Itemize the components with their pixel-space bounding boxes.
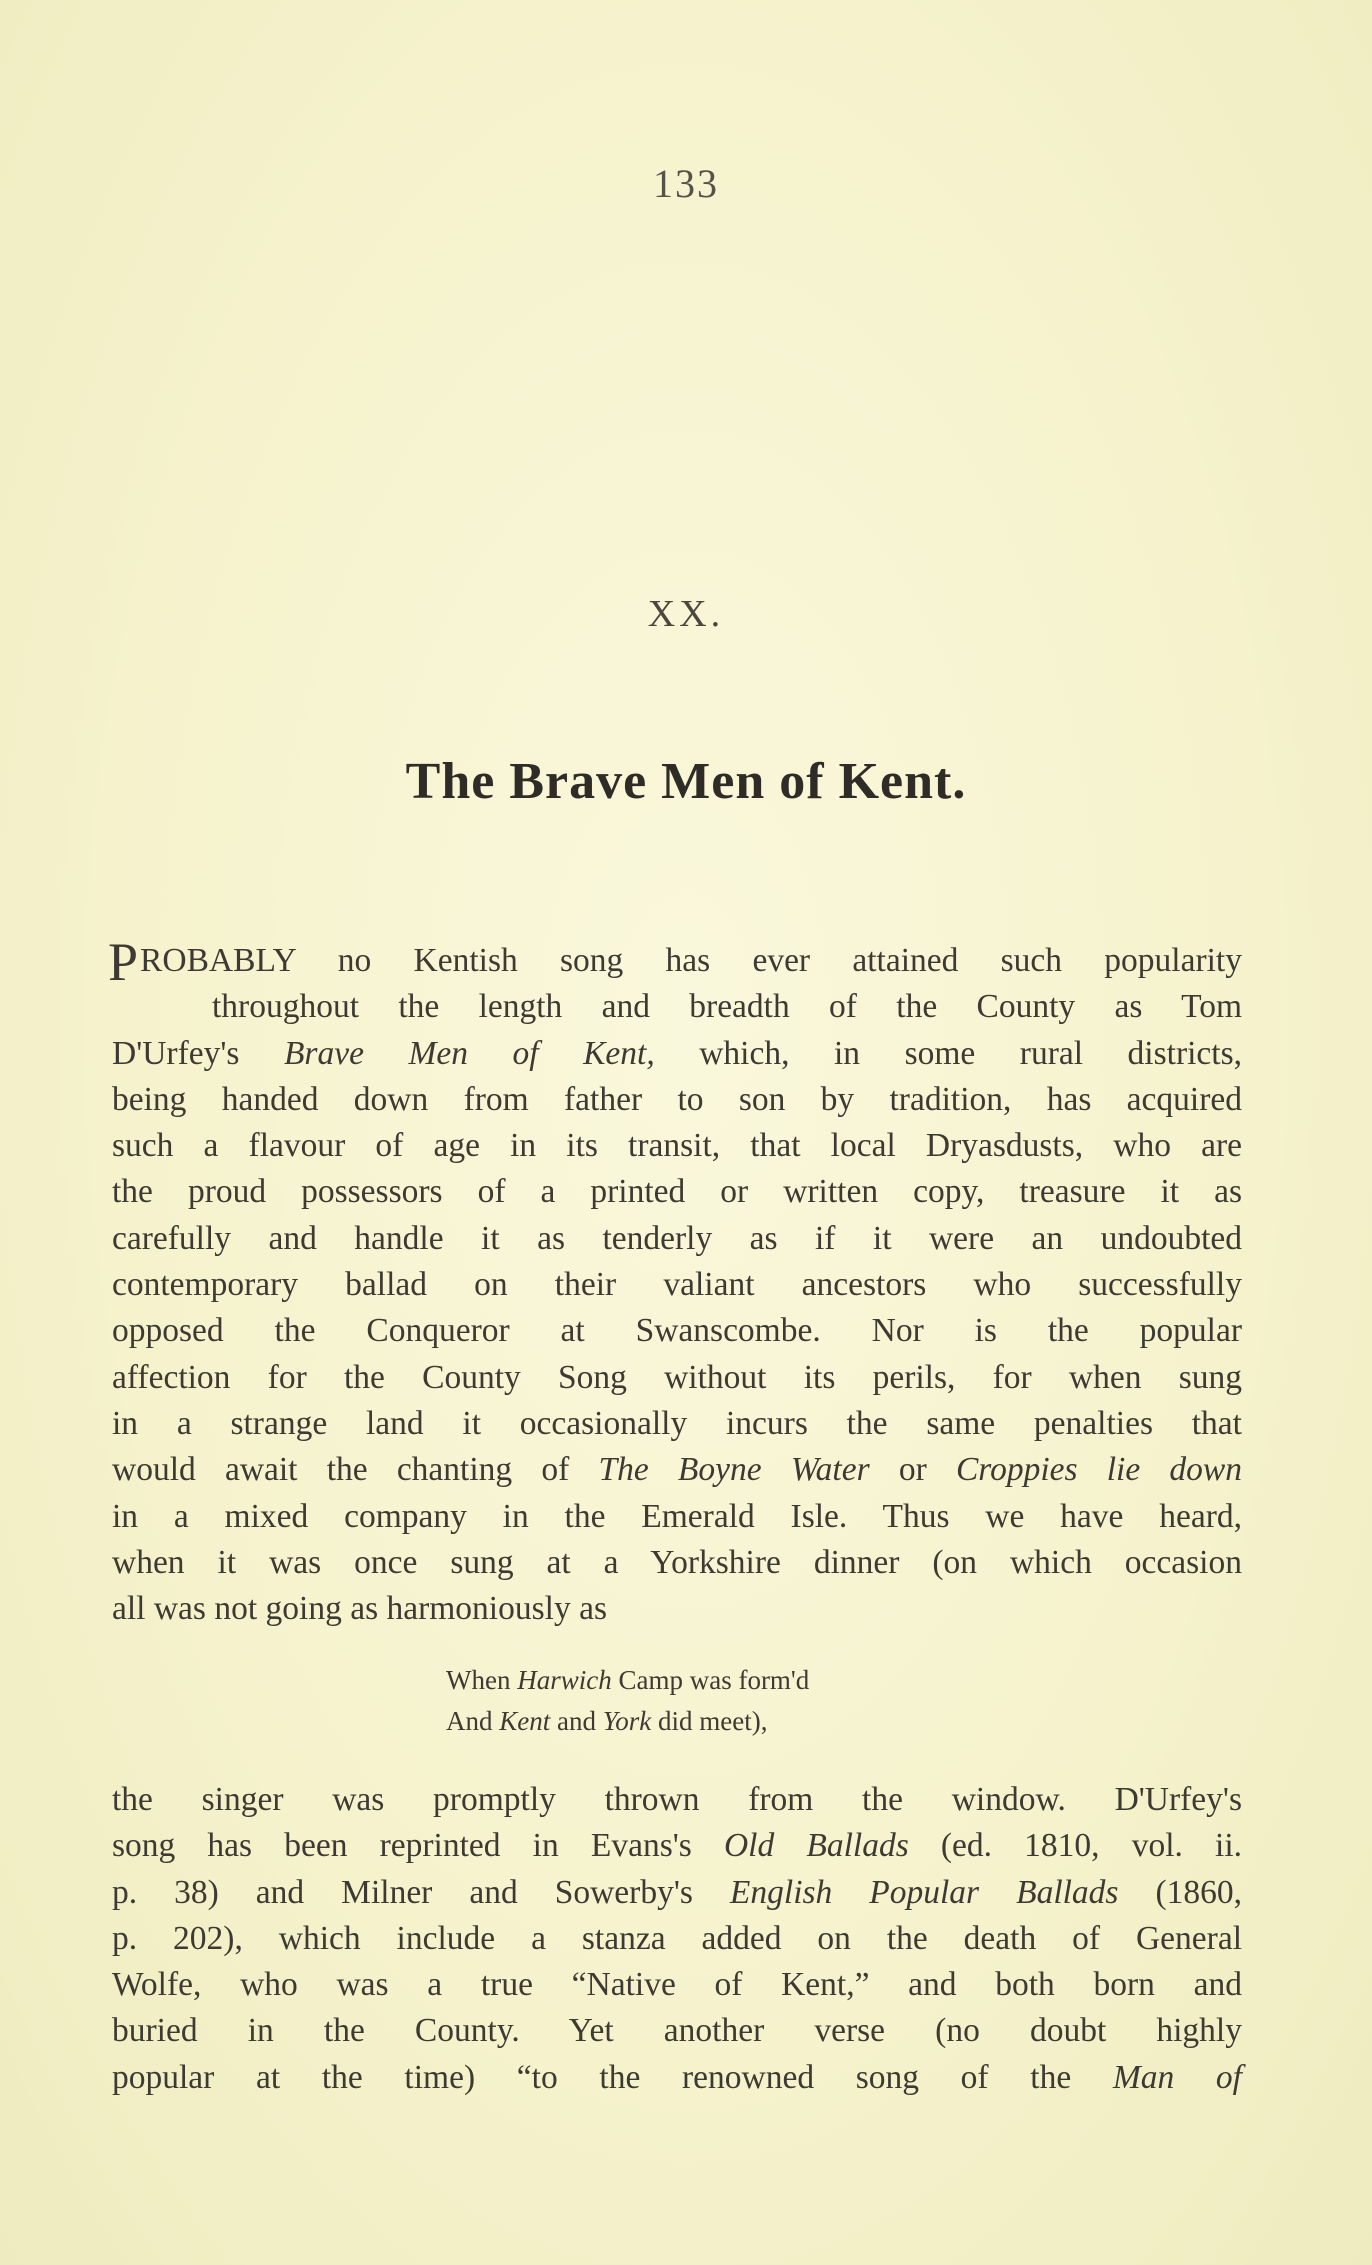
verse-line: And Kent and York did meet), bbox=[446, 1706, 768, 1736]
text-line: in a mixed company in the Emerald Isle. Thus we have heard, bbox=[112, 1497, 1242, 1535]
text-line: would await the chanting of The Boyne Water or Croppies lie down bbox=[112, 1451, 1243, 1489]
text-line: Wolfe, who was a true “Native of Kent,” and both born and bbox=[112, 1966, 1242, 2004]
text-line: song has been reprinted in Evans's Old Ballads (ed. 1810, vol. ii. bbox=[112, 1827, 1243, 1865]
text-line: the proud possessors of a printed or written copy, treasure it as bbox=[112, 1173, 1242, 1211]
page-number: 133 bbox=[653, 161, 719, 206]
text-line: when it was once sung at a Yorkshire dinner (on which occasion bbox=[112, 1543, 1242, 1581]
italic-title: English Popular Ballads bbox=[729, 1873, 1119, 1911]
text-line: PROBABLY no Kentish song has ever attained such popularity bbox=[108, 932, 1242, 992]
verse-line: When Harwich Camp was form'd bbox=[446, 1665, 810, 1695]
italic-title: Man of bbox=[1112, 2058, 1242, 2096]
text-line: carefully and handle it as tenderly as if it were an undoubted bbox=[112, 1219, 1242, 1257]
italic-title: The Boyne Water bbox=[598, 1451, 870, 1489]
text-line: such a flavour of age in its transit, that local Dryasdusts, who are bbox=[112, 1127, 1242, 1165]
drop-cap: P bbox=[108, 932, 139, 992]
verse-quote bbox=[446, 1660, 809, 1742]
text-line: contemporary ballad on their valiant ancestors who successfully bbox=[112, 1266, 1242, 1304]
text-line: throughout the length and breadth of the County as Tom bbox=[212, 988, 1242, 1026]
text-line: the singer was promptly thrown from the window. D'Urfey's bbox=[112, 1781, 1242, 1818]
text-line: p. 202), which include a stanza added on the death of General bbox=[112, 1919, 1242, 1957]
chapter-number: XX. bbox=[647, 593, 725, 635]
text-line: D'Urfey's Brave Men of Kent, which, in some rural districts, bbox=[112, 1034, 1242, 1072]
italic-title: Old Ballads bbox=[723, 1827, 909, 1865]
text-line: opposed the Conqueror at Swanscombe. Nor is the popular bbox=[112, 1312, 1242, 1350]
text-line: buried in the County. Yet another verse (no doubt highly bbox=[112, 2012, 1242, 2050]
page-title: The Brave Men of Kent. bbox=[405, 753, 967, 810]
text-line: affection for the County Song without its perils, for when sung bbox=[112, 1358, 1242, 1396]
text-line: p. 38) and Milner and Sowerby's English Popular Ballads (1860, bbox=[112, 1873, 1243, 1911]
text-line: in a strange land it occasionally incurs the same penalties that bbox=[112, 1404, 1242, 1442]
paragraph-2 bbox=[112, 1777, 1242, 2101]
text-line: popular at the time) “to the renowned song of the Man of bbox=[112, 2058, 1242, 2096]
text-line: being handed down from father to son by tradition, has acquired bbox=[112, 1080, 1242, 1118]
italic-title: Croppies lie down bbox=[955, 1451, 1243, 1489]
italic-title: Brave Men of Kent, bbox=[283, 1034, 655, 1072]
text-line: all was not going as harmoniously as bbox=[112, 1590, 607, 1628]
paragraph-1 bbox=[108, 932, 1243, 1632]
